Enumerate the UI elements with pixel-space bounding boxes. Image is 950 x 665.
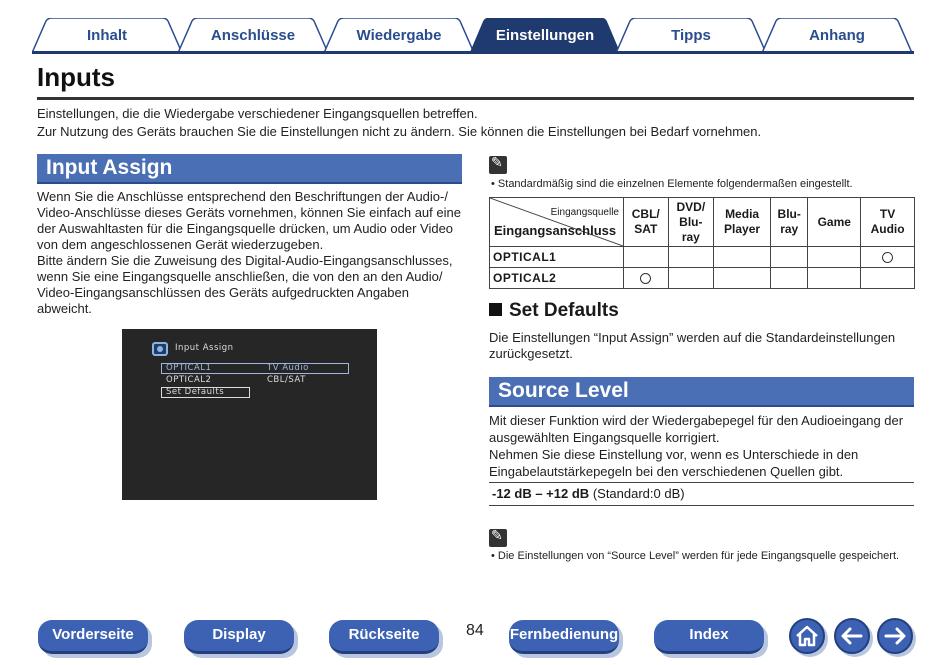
table-cell <box>861 268 915 289</box>
intro-line: Zur Nutzung des Geräts brauchen Sie die Einstellungen nicht zu ändern. Sie können die Einstellungen bei Bedarf vornehmen. <box>37 124 762 139</box>
section-heading-source-level: Source Level <box>489 377 914 407</box>
text-line: Video-Eingangsanschlüssen des Geräts aufgedruckten Angaben <box>37 285 409 300</box>
screen-row1-value: TV Audio <box>267 363 309 373</box>
pencil-icon <box>489 156 507 174</box>
col-header-dvd-bluray: DVD/ Blu- ray <box>668 198 714 247</box>
square-bullet-icon <box>489 303 502 316</box>
subsection-heading-set-defaults: Set Defaults <box>489 300 619 322</box>
nav-button-index[interactable]: Index <box>654 620 764 654</box>
range-default: (Standard:0 dB) <box>592 486 685 501</box>
table-header-row <box>490 198 915 247</box>
corner-label-connector: Eingangsanschluss <box>494 223 617 238</box>
default-mark-icon <box>882 252 893 263</box>
page-number: 84 <box>466 622 484 639</box>
text-line: Video-Anschlüsse dieses Geräts vornehmen, können Sie einfach auf eine <box>37 205 461 220</box>
note-source-level: • Die Einstellungen von “Source Level” werden für jede Eingangsquelle gespeichert. <box>491 550 900 562</box>
col-header-bluray: Blu- ray <box>771 198 808 247</box>
tab-anschluesse[interactable]: Anschlüsse <box>178 18 328 52</box>
menu-screen-image <box>122 329 377 500</box>
text-line: Eingabelautstärkepegeln bei den verschiedenen Quellen gibt. <box>489 464 844 479</box>
default-mark-icon <box>640 273 651 284</box>
table-row <box>490 247 915 268</box>
table-cell <box>808 247 861 268</box>
home-icon[interactable] <box>789 618 825 654</box>
nav-button-fernbedienung[interactable]: Fernbedienung <box>509 620 619 654</box>
col-header-media-player: Media Player <box>714 198 771 247</box>
screen-row2-value: CBL/SAT <box>267 375 306 385</box>
set-defaults-text <box>489 330 919 362</box>
text-line: abweicht. <box>37 301 92 316</box>
text-line: Bitte ändern Sie die Zuweisung des Digital-Audio-Eingangsanschlusses, <box>37 253 453 268</box>
table-cell <box>668 268 714 289</box>
corner-label-source: Eingangsquelle <box>550 207 619 218</box>
table-cell <box>624 268 669 289</box>
table-cell <box>714 247 771 268</box>
screen-row1-label: OPTICAL1 <box>166 363 212 373</box>
text-line: von dem angeschlossenen Gerät wiederzugeben. <box>37 237 324 252</box>
range-value: -12 dB – +12 dB <box>492 486 590 501</box>
tab-inhalt[interactable]: Inhalt <box>32 18 182 52</box>
screen-title: Input Assign <box>175 343 234 353</box>
tab-einstellungen[interactable]: Einstellungen <box>470 18 620 52</box>
arrow-right-icon[interactable] <box>877 618 913 654</box>
text-line: zurückgesetzt. <box>489 346 573 361</box>
text-line: Wenn Sie die Anschlüsse entsprechend den Beschriftungen der Audio-/ <box>37 189 448 204</box>
table-cell <box>808 268 861 289</box>
tabs-baseline <box>32 51 914 54</box>
text-line: Nehmen Sie diese Einstellung vor, wenn es Unterschiede in den <box>489 447 859 462</box>
intro-text <box>37 105 761 141</box>
top-tabs <box>32 16 914 54</box>
text-line: ausgewählten Eingangsquelle korrigiert. <box>489 430 720 445</box>
input-assign-table <box>489 197 915 289</box>
table-cell <box>861 247 915 268</box>
text-line: wenn Sie eine Eingangsquelle anschließen, die von den an den Audio/ <box>37 269 443 284</box>
text-line: Die Einstellungen “Input Assign” werden auf die Standardeinstellungen <box>489 330 896 345</box>
tab-anhang[interactable]: Anhang <box>762 18 912 52</box>
section-heading-input-assign: Input Assign <box>37 154 462 184</box>
nav-button-rueckseite[interactable]: Rückseite <box>329 620 439 654</box>
table-cell <box>624 247 669 268</box>
tab-tipps[interactable]: Tipps <box>616 18 766 52</box>
col-header-cbl-sat: CBL/ SAT <box>624 198 669 247</box>
intro-line: Einstellungen, die die Wiedergabe verschiedener Eingangsquellen betreffen. <box>37 106 478 121</box>
tab-wiedergabe[interactable]: Wiedergabe <box>324 18 474 52</box>
table-cell <box>668 247 714 268</box>
input-assign-text <box>37 189 467 317</box>
row-label-optical2: OPTICAL2 <box>490 268 624 289</box>
source-level-range <box>489 482 914 506</box>
source-level-text <box>489 412 919 480</box>
page-title: Inputs <box>37 62 115 92</box>
text-line: Mit dieser Funktion wird der Wiedergabepegel für den Audioeingang der <box>489 413 904 428</box>
note-default-settings: • Standardmäßig sind die einzelnen Elemente folgendermaßen eingestellt. <box>491 178 853 190</box>
title-rule <box>37 97 914 100</box>
col-header-tv-audio: TV Audio <box>861 198 915 247</box>
col-header-game: Game <box>808 198 861 247</box>
arrow-left-icon[interactable] <box>834 618 870 654</box>
nav-button-display[interactable]: Display <box>184 620 294 654</box>
screen-defaults: Set Defaults <box>166 387 225 397</box>
nav-button-vorderseite[interactable]: Vorderseite <box>38 620 148 654</box>
screen-row2-label: OPTICAL2 <box>166 375 212 385</box>
table-corner-cell <box>490 198 624 247</box>
table-row <box>490 268 915 289</box>
table-cell <box>714 268 771 289</box>
row-label-optical1: OPTICAL1 <box>490 247 624 268</box>
input-icon <box>152 342 168 356</box>
table-cell <box>771 247 808 268</box>
text-line: der Auswahltasten für die Eingangsquelle drücken, um Audio oder Video <box>37 221 454 236</box>
table-cell <box>771 268 808 289</box>
pencil-icon <box>489 529 507 547</box>
